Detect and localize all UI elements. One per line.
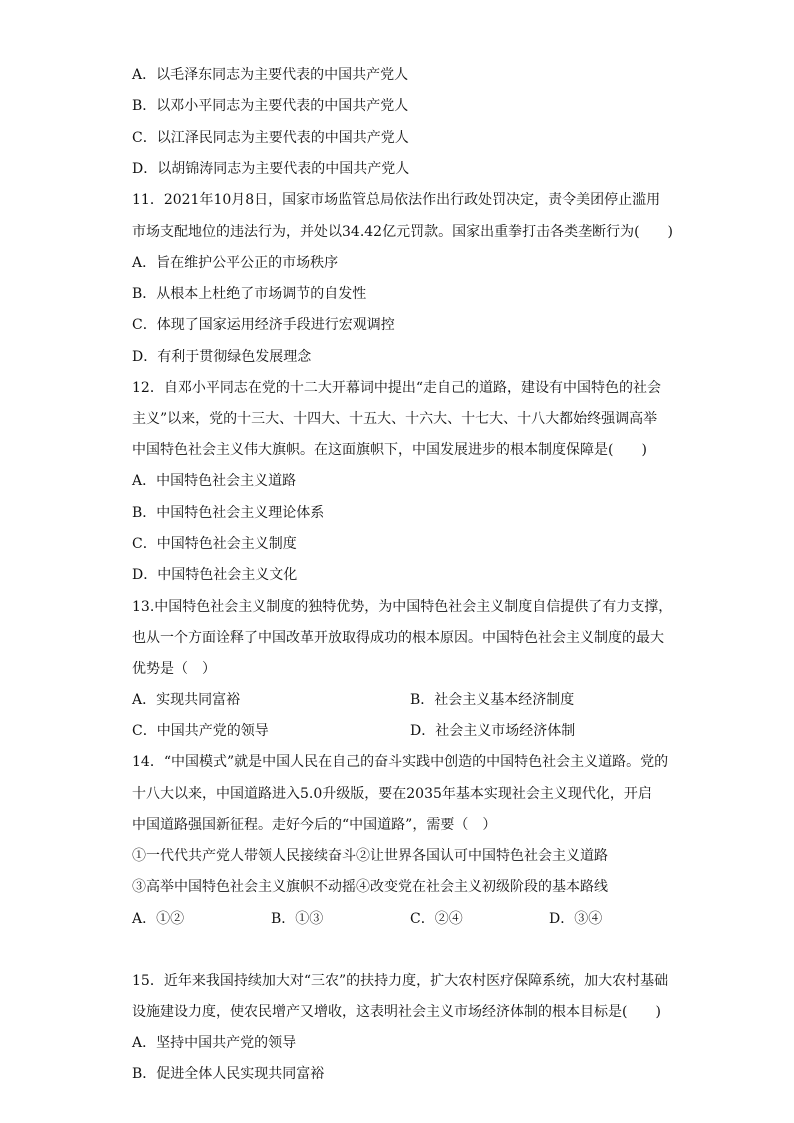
q11-option-a: A．旨在维护公平公正的市场秩序 (132, 255, 339, 271)
q13-stem-line-2: 也从一个方面诠释了中国改革开放取得成功的根本原因。中国特色社会主义制度的最大 (132, 630, 664, 646)
q10-option-b: B．以邓小平同志为主要代表的中国共产党人 (132, 98, 409, 114)
q15-stem-line-2: 设施建设力度，使农民增产又增收，这表明社会主义市场经济体制的根本目标是( ) (132, 1004, 661, 1020)
q13-stem-line-3: 优势是（ ） (132, 661, 216, 677)
q12-option-c: C．中国特色社会主义制度 (132, 536, 297, 552)
q10-option-d: D．以胡锦涛同志为主要代表的中国共产党人 (132, 161, 410, 177)
q14-option-c: C．②④ (410, 911, 463, 927)
q15-stem-line-1: 15．近年来我国持续加大对“三农”的扶持力度，扩大农村医疗保障系统，加大农村基础 (132, 973, 669, 989)
q11-option-d: D．有利于贯彻绿色发展理念 (132, 349, 312, 365)
q14-option-a: A．①② (132, 911, 185, 927)
q15-option-a: A．坚持中国共产党的领导 (132, 1035, 297, 1051)
q13-stem-line-1: 13.中国特色社会主义制度的独特优势，为中国特色社会主义制度自信提供了有力支撑， (132, 599, 673, 615)
q12-stem-line-1: 12．自邓小平同志在党的十二大开幕词中提出“走自己的道路，建设有中国特色的社会 (132, 380, 661, 396)
q13-option-c: C．中国共产党的领导 (132, 723, 269, 739)
q11-option-c: C．体现了国家运用经济手段进行宏观调控 (132, 317, 395, 333)
q14-stem-line-2: 十八大以来，中国道路进入5.0升级版，要在2035年基本实现社会主义现代化，开启 (132, 786, 652, 802)
q12-stem-line-3: 中国特色社会主义伟大旗帜。在这面旗帜下，中国发展进步的根本制度保障是( ) (132, 442, 647, 458)
q12-option-b: B．中国特色社会主义理论体系 (132, 505, 325, 521)
q14-stem-line-1: 14．“中国模式”就是中国人民在自己的奋斗实践中创造的中国特色社会主义道路。党的 (132, 754, 669, 770)
q14-stem-line-3: 中国道路强国新征程。走好今后的“中国道路”，需要（ ） (132, 817, 497, 833)
q11-option-b: B．从根本上杜绝了市场调节的自发性 (132, 286, 367, 302)
q12-option-a: A．中国特色社会主义道路 (132, 473, 297, 489)
q14-option-d: D．③④ (549, 911, 603, 927)
q12-option-d: D．中国特色社会主义文化 (132, 567, 298, 583)
q15-option-b: B．促进全体人民实现共同富裕 (132, 1066, 325, 1082)
q13-option-d: D．社会主义市场经济体制 (410, 723, 576, 739)
q11-stem-line-1: 11．2021年10月8日，国家市场监管总局依法作出行政处罚决定，责令美团停止滥用 (132, 192, 661, 208)
q12-stem-line-2: 主义”以来，党的十三大、十四大、十五大、十六大、十七大、十八大都始终强调高举 (132, 411, 658, 427)
q14-statement-1-2: ①一代代共产党人带领人民接续奋斗②让世界各国认可中国特色社会主义道路 (132, 848, 608, 864)
q13-option-b: B．社会主义基本经济制度 (410, 692, 575, 708)
q10-option-a: A．以毛泽东同志为主要代表的中国共产党人 (132, 67, 409, 83)
q14-statement-3-4: ③高举中国特色社会主义旗帜不动摇④改变党在社会主义初级阶段的基本路线 (132, 879, 608, 895)
q11-stem-line-2: 市场支配地位的违法行为，并处以34.42亿元罚款。国家出重拳打击各类垄断行为( ) (132, 224, 674, 240)
q14-option-b: B．①③ (271, 911, 324, 927)
q10-option-c: C．以江泽民同志为主要代表的中国共产党人 (132, 130, 409, 146)
q13-option-a: A．实现共同富裕 (132, 692, 241, 708)
